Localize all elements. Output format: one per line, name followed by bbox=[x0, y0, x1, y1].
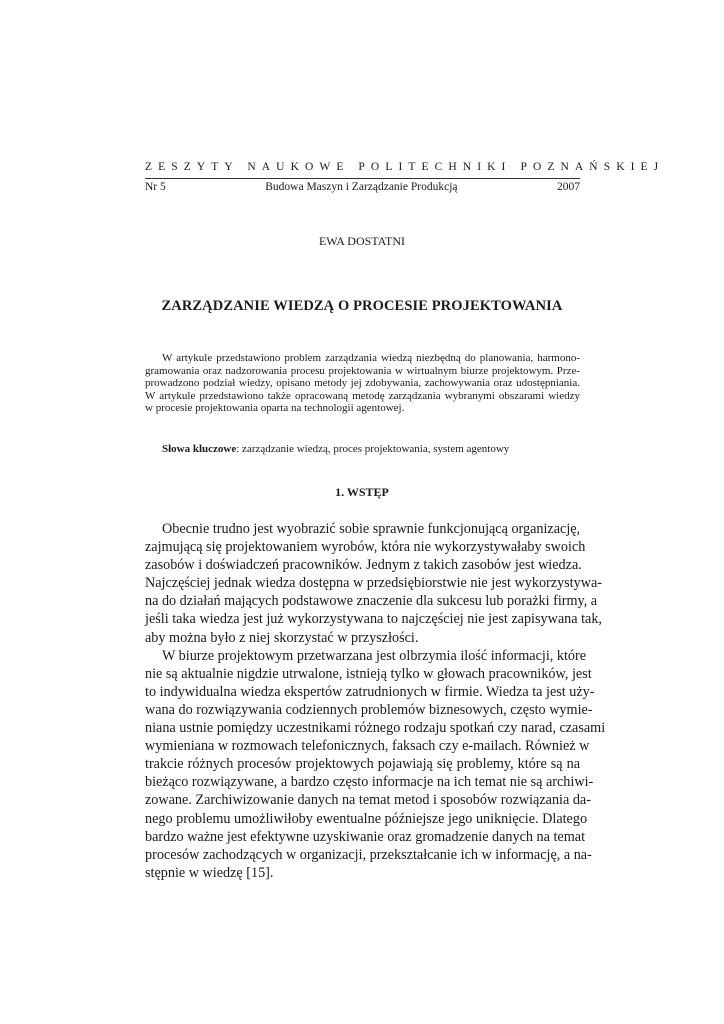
author-name: EWA DOSTATNI bbox=[318, 234, 406, 248]
body-line: na do działań mających podstawowe znaczenie dla sukcesu lub porażki firmy, a bbox=[145, 593, 598, 610]
abstract-line: W artykule przedstawiono także opracowaną metodę zarządzania wybranymi obszarami wiedzy bbox=[145, 389, 580, 402]
body-line: Najczęściej jednak wiedza dostępna w przedsiębiorstwie nie jest wykorzystywa- bbox=[145, 575, 602, 592]
keywords-label: Słowa kluczowe bbox=[162, 443, 237, 455]
body-line: zajmującą się projektowaniem wyrobów, która nie wykorzystywałaby swoich bbox=[145, 539, 586, 556]
abstract bbox=[145, 352, 580, 415]
body-line: nie są aktualnie nigdzie utrwalone, istnieją tylko w głowach pracowników, jest bbox=[145, 665, 592, 682]
issue-number: Nr 5 bbox=[145, 181, 166, 193]
body-line: aby można było z niej skorzystać w przyszłości. bbox=[145, 629, 419, 646]
issue-line bbox=[145, 181, 580, 193]
header-rule bbox=[145, 178, 580, 179]
keywords bbox=[162, 443, 509, 455]
abstract-line: gramowania oraz nadzorowania procesu projektowania w wirtualnym biurze projektowym. Prze- bbox=[145, 364, 580, 377]
article-title: ZARZĄDZANIE WIEDZĄ O PROCESIE PROJEKTOWANIA bbox=[161, 298, 563, 314]
body-line: stępnie w wiedzę [15]. bbox=[145, 864, 274, 881]
journal-title: ZESZYTY NAUKOWE POLITECHNIKI POZNAŃSKIEJ bbox=[145, 161, 665, 173]
body-line: procesów zachodzących w organizacji, przekształcanie ich w informację, a na- bbox=[145, 846, 592, 863]
abstract-line: W artykule przedstawiono problem zarządzania wiedzą niezbędną do planowania, harmono- bbox=[162, 352, 580, 364]
publication-year: 2007 bbox=[556, 181, 580, 193]
body-line: Obecnie trudno jest wyobrazić sobie sprawnie funkcjonującą organizację, bbox=[162, 521, 581, 537]
body-line: W biurze projektowym przetwarzana jest olbrzymia ilość informacji, które bbox=[162, 647, 587, 664]
abstract-line: w procesie projektowania oparta na technologii agentowej. bbox=[145, 402, 405, 415]
body-line: bardzo ważne jest efektywne uzyskiwanie oraz gromadzenie danych na temat bbox=[145, 828, 586, 845]
keywords-text: : zarządzanie wiedzą, proces projektowania, system agentowy bbox=[236, 443, 510, 455]
body-line: trakcie różnych procesów projektowych pojawiają się problemy, które są na bbox=[145, 756, 580, 773]
body-line: zasobów i doświadczeń pracowników. Jednym z takich zasobów jest wiedza. bbox=[145, 557, 582, 574]
abstract-line: prowadzono podział wiedzy, opisano metody jej zdobywania, zachowywania oraz udostępniania. bbox=[145, 377, 580, 390]
section-heading: 1. WSTĘP bbox=[335, 485, 389, 499]
body-line: bieżąco rozwiązywane, a bardzo często informacje na ich temat nie są archiwi- bbox=[145, 774, 594, 791]
body-line: jeśli taka wiedza jest już wykorzystywana to najczęściej nie jest zapisywana tak, bbox=[145, 611, 602, 628]
body-line: to indywidualna wiedza ekspertów zatrudnionych w firmie. Wiedza ta jest uży- bbox=[145, 683, 595, 700]
body-line: niana ustnie pomiędzy uczestnikami różnego rodzaju spotkań czy narad, czasami bbox=[145, 720, 606, 737]
body-line: wana do rozwiązywania codziennych problemów biznesowych, często wymie- bbox=[145, 701, 593, 718]
body-line: nego problemu umożliwiłoby ewentualne późniejsze jego uniknięcie. Dlatego bbox=[145, 810, 588, 827]
body-line: zowane. Zarchiwizowanie danych na temat metod i sposobów rozwiązania da- bbox=[145, 792, 591, 809]
body-text bbox=[145, 520, 606, 882]
journal-series: Budowa Maszyn i Zarządzanie Produkcją bbox=[265, 181, 458, 193]
body-line: wymieniana w rozmowach telefonicznych, faksach czy e-mailach. Również w bbox=[145, 738, 590, 755]
